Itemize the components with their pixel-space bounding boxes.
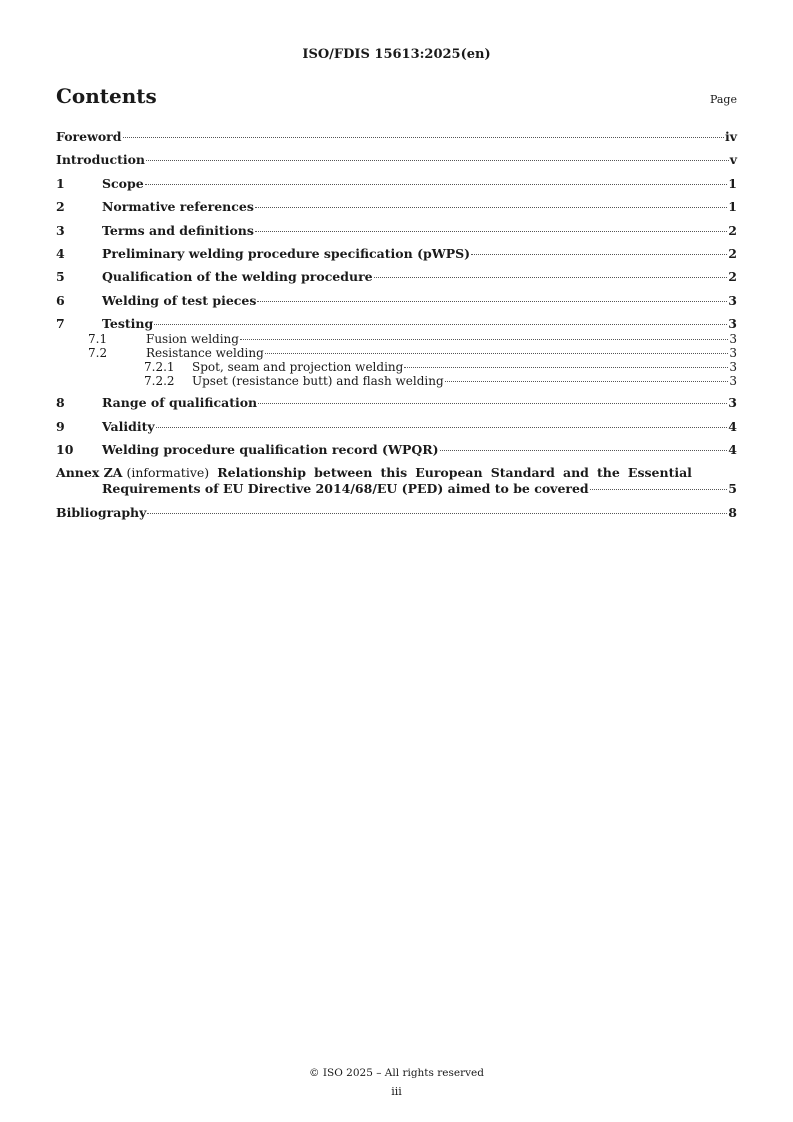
toc-entry-title: Introduction [56,152,146,168]
toc-entry-number: 9 [56,418,65,434]
dot-leader [445,381,729,382]
toc-entry-fusion-welding[interactable] [56,332,737,346]
annex-title-word: Standard [490,465,555,481]
annex-title-word: the [597,465,620,481]
dot-leader [257,301,727,302]
toc-entry-page: v [729,152,737,168]
dot-leader [156,427,728,428]
toc-entry-title: Bibliography [56,504,147,520]
toc-entry-foreword[interactable] [56,129,737,145]
toc-entry-annex-za[interactable] [56,465,737,497]
dot-leader [374,277,728,278]
dot-leader [255,207,727,208]
toc-entry-page: 5 [728,481,737,497]
toc-entry-title: Qualification of the welding procedure [102,269,373,285]
dot-leader [255,231,727,232]
toc-entry-introduction[interactable] [56,152,737,168]
toc-entry-number: 1 [56,175,65,191]
toc-entry-spot-seam-projection[interactable] [56,360,737,374]
toc-entry-page: 2 [728,269,737,285]
toc-entry-test-pieces[interactable] [56,293,737,309]
document-identifier: ISO/FDIS 15613:2025(en) [302,47,491,62]
toc-entry-title: Testing [102,316,154,332]
dot-leader [240,339,728,340]
toc-entry-page: 8 [728,504,737,520]
dot-leader [145,184,728,185]
toc-entry-title: Fusion welding [146,332,239,347]
dot-leader [154,324,727,325]
toc-entry-number: 7 [56,316,65,332]
dot-leader [265,353,729,354]
toc-entry-page: 4 [728,441,737,457]
toc-entry-bibliography[interactable] [56,505,737,521]
toc-entry-page: 3 [728,292,737,308]
annex-title-word: Relationship [217,465,307,481]
toc-entry-upset-flash[interactable] [56,374,737,388]
dot-leader [258,403,727,404]
table-of-contents [56,129,737,528]
toc-entry-validity[interactable] [56,419,737,435]
toc-entry-title: Scope [102,175,144,191]
contents-title: Contents [56,84,157,108]
toc-entry-title: Spot, seam and projection welding [192,360,404,375]
toc-entry-page: 2 [728,222,737,238]
toc-entry-number: 7.2 [88,346,108,361]
toc-entry-testing[interactable] [56,316,737,332]
toc-entry-title: Normative references [102,199,254,215]
toc-entry-page: 3 [729,360,737,375]
toc-entry-number: 3 [56,222,65,238]
toc-entry-title: Validity [102,418,155,434]
toc-entry-title: Preliminary welding procedure specification (pWPS) [102,245,471,261]
toc-entry-page: 1 [728,199,737,215]
toc-entry-normative-references[interactable] [56,199,737,215]
page-column-label: Page [709,93,737,106]
annex-second-line [56,481,737,497]
toc-entry-page: 2 [728,245,737,261]
copyright-notice: © ISO 2025 – All rights reserved [309,1067,484,1079]
annex-informative-tag: (informative) [126,465,210,481]
toc-entry-number: 2 [56,199,65,215]
dot-leader [147,513,727,514]
annex-label: Annex ZA [56,465,123,481]
toc-entry-number: 7.2.2 [144,374,175,389]
toc-entry-scope[interactable] [56,176,737,192]
dot-leader [590,489,728,490]
toc-entry-number: 6 [56,292,65,308]
toc-entry-resistance-welding[interactable] [56,346,737,360]
toc-entry-terms-definitions[interactable] [56,223,737,239]
dot-leader [440,450,728,451]
spacer [56,388,737,395]
toc-entry-page: 3 [729,374,737,389]
toc-entry-title: Welding procedure qualification record (WPQR) [102,441,439,457]
toc-entry-page: 3 [729,346,737,361]
toc-entry-number: 7.1 [88,332,108,347]
contents-header [56,84,737,108]
toc-entry-wpqr[interactable] [56,442,737,458]
toc-entry-title: Upset (resistance butt) and flash welding [192,374,444,389]
toc-entry-qualification[interactable] [56,269,737,285]
toc-entry-page: 4 [728,418,737,434]
toc-entry-title: Terms and definitions [102,222,254,238]
toc-entry-page: 3 [728,316,737,332]
toc-entry-title: Foreword [56,129,122,144]
dot-leader [146,160,729,161]
annex-first-line [56,465,692,481]
page-number: iii [391,1085,402,1098]
annex-title-continuation: Requirements of EU Directive 2014/68/EU (PED) aimed to be covered [102,481,589,497]
dot-leader [471,254,727,255]
toc-entry-title: Welding of test pieces [102,292,257,308]
dot-leader [404,367,728,368]
toc-entry-page: iv [724,129,737,144]
toc-entry-title: Range of qualification [102,395,258,411]
toc-entry-page: 3 [729,332,737,347]
annex-title-word: and [562,465,589,481]
toc-entry-number: 7.2.1 [144,360,175,375]
toc-entry-page: 3 [728,395,737,411]
toc-entry-number: 4 [56,245,65,261]
annex-label-group [56,465,209,481]
dot-leader [123,137,724,138]
toc-entry-title: Resistance welding [146,346,264,361]
annex-title-word: Essential [627,465,692,481]
toc-entry-page: 1 [728,175,737,191]
annex-title-word: between [314,465,373,481]
toc-entry-number: 10 [56,441,74,457]
toc-entry-range-of-qualification[interactable] [56,395,737,411]
toc-entry-number: 5 [56,269,65,285]
annex-title-word: this [380,465,408,481]
annex-title-word: European [415,465,483,481]
toc-entry-number: 8 [56,395,65,411]
toc-entry-pwps[interactable] [56,246,737,262]
